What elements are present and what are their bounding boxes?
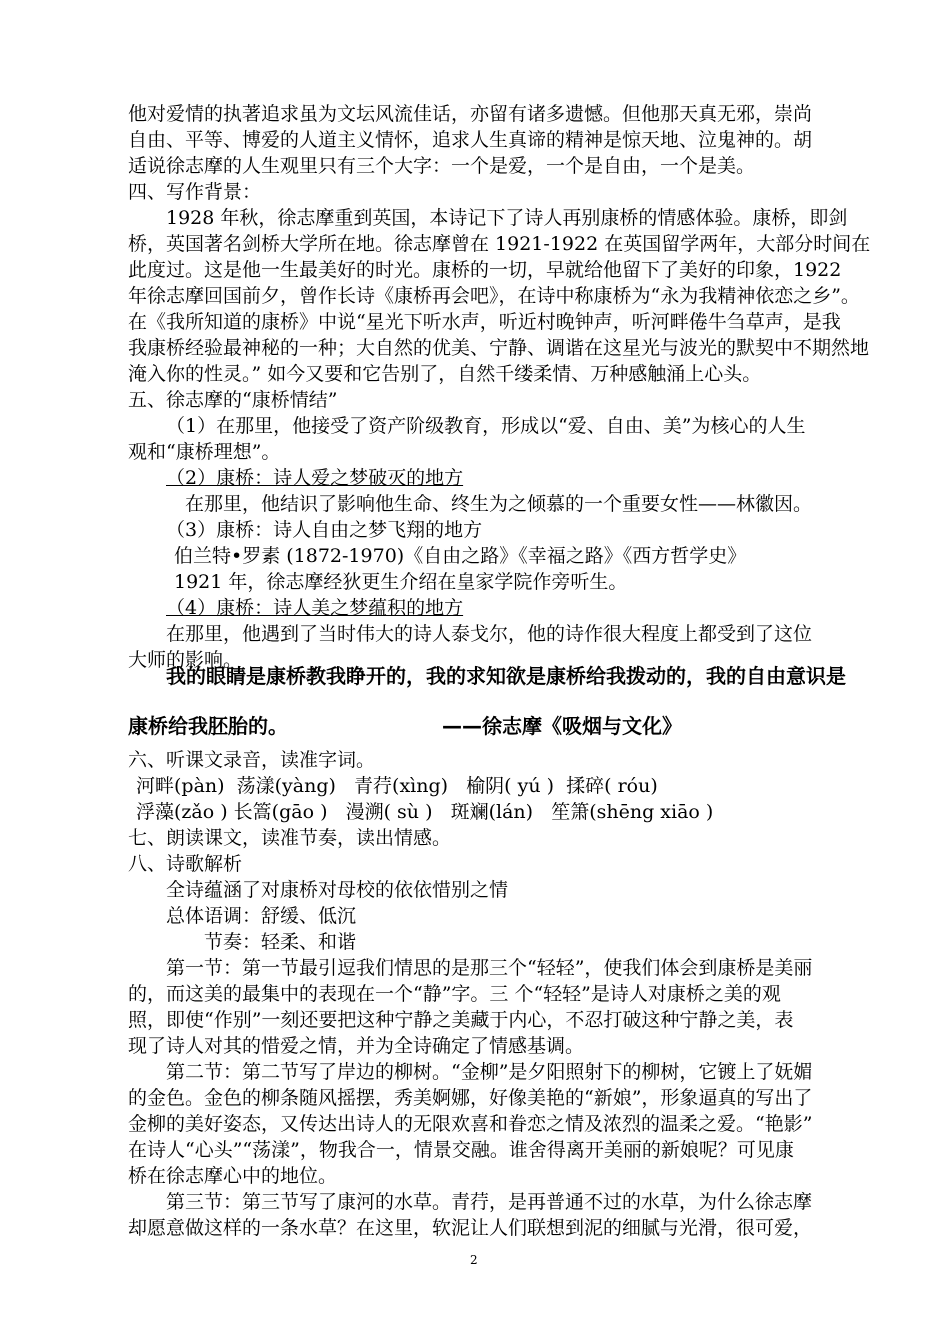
text-line: 第三节：第三节写了康河的水草。青荇，是再普通不过的水草，为什么徐志摩 xyxy=(166,1191,813,1213)
section-heading: 五、徐志摩的“康桥情结” xyxy=(128,389,338,411)
text-line: 此度过。这是他一生最美好的时光。康桥的一切，早就给他留下了美好的印象，1922 xyxy=(128,259,842,281)
sub-heading: （3）康桥：诗人自由之梦飞翔的地方 xyxy=(166,519,483,541)
text-line: 大师的影响。 xyxy=(128,649,243,671)
vocab-line: 河畔(pàn) 荡漾(yàng) 青荇(xìng) 榆阴( yú ) 揉碎( róu) xyxy=(136,775,658,797)
text-line: 的金色。金色的柳条随风摇摆，秀美婀娜，好像美艳的“新娘”，形象逼真的写出了 xyxy=(128,1087,813,1109)
text-line: 却愿意做这样的一条水草？在这里，软泥让人们联想到泥的细腻与光滑，很可爱， xyxy=(128,1217,813,1239)
text-line: 在那里，他结识了影响他生命、终生为之倾慕的一个重要女性——林徽因。 xyxy=(185,493,813,515)
text-line: 桥在徐志摩心中的地位。 xyxy=(128,1165,338,1187)
text-line: 照，即使“作别”一刻还要把这种宁静之美藏于内心，不忍打破这种宁静之美，表 xyxy=(128,1009,794,1031)
sub-heading: （2）康桥：诗人爱之梦破灭的地方 xyxy=(166,467,464,489)
sub-heading: （4）康桥：诗人美之梦蕴积的地方 xyxy=(166,597,464,619)
text-line: 年徐志摩回国前夕，曾作长诗《康桥再会吧》，在诗中称康桥为“永为我精神依恋之乡”。 xyxy=(128,285,860,307)
text-line: 全诗蕴涵了对康桥对母校的依依惜别之情 xyxy=(166,879,509,901)
text-line: 我康桥经验最神秘的一种；大自然的优美、宁静、调谐在这星光与波光的默契中不期然地 xyxy=(128,337,870,359)
text-line: 在那里，他遇到了当时伟大的诗人泰戈尔，他的诗作很大程度上都受到了这位 xyxy=(166,623,813,645)
page-number: 2 xyxy=(470,1253,478,1267)
text-line: 总体语调：舒缓、低沉 xyxy=(166,905,357,927)
text-line: 在诗人“心头”“荡漾”，物我合一，情景交融。谁舍得离开美丽的新娘呢？可见康 xyxy=(128,1139,794,1161)
text-line: 的，而这美的最集中的表现在一个“静”字。三 个“轻轻”是诗人对康桥之美的观 xyxy=(128,983,781,1005)
text-line: （1）在那里，他接受了资产阶级教育，形成以“爱、自由、美”为核心的人生 xyxy=(166,415,806,437)
text-line: 现了诗人对其的惜爱之情，并为全诗确定了情感基调。 xyxy=(128,1035,585,1057)
text-line: 适说徐志摩的人生观里只有三个大字：一个是爱，一个是自由，一个是美。 xyxy=(128,155,756,177)
quote-line: 我的眼睛是康桥教我睁开的，我的求知欲是康桥给我拨动的，我的自由意识是 xyxy=(166,664,846,688)
text-line: 1921 年，徐志摩经狄更生介绍在皇家学院作旁听生。 xyxy=(174,571,628,593)
text-line: 自由、平等、博爱的人道主义情怀，追求人生真谛的精神是惊天地、泣鬼神的。胡 xyxy=(128,129,813,151)
text-line: 节奏：轻柔、和谐 xyxy=(204,931,357,953)
text-line: 第二节：第二节写了岸边的柳树。“金柳”是夕阳照射下的柳树，它镀上了妩媚 xyxy=(166,1061,813,1083)
quote-source: ——徐志摩《吸烟与文化》 xyxy=(442,714,682,738)
quote-line: 康桥给我胚胎的。 xyxy=(128,714,288,738)
section-heading: 六、听课文录音，读准字词。 xyxy=(128,749,376,771)
text-line: 观和“康桥理想”。 xyxy=(128,441,281,463)
text-line: 伯兰特•罗素 (1872-1970)《自由之路》《幸福之路》《西方哲学史》 xyxy=(174,545,747,567)
text-line: 第一节：第一节最引逗我们情思的是那三个“轻轻”，使我们体会到康桥是美丽 xyxy=(166,957,813,979)
text-line: 桥，英国著名剑桥大学所在地。徐志摩曾在 1921-1922 在英国留学两年，大部分时间在 xyxy=(128,233,871,255)
section-heading: 四、写作背景： xyxy=(128,181,262,203)
section-heading: 八、诗歌解析 xyxy=(128,853,243,875)
text-line: 1928 年秋，徐志摩重到英国，本诗记下了诗人再别康桥的情感体验。康桥，即剑 xyxy=(166,207,848,229)
text-line: 淹入你的性灵。” 如今又要和它告别了，自然千缕柔情、万种感触涌上心头。 xyxy=(128,363,762,385)
text-line: 金柳的美好姿态，又传达出诗人的无限欢喜和眷恋之情及浓烈的温柔之爱。“艳影” xyxy=(128,1113,813,1135)
vocab-line: 浮藻(zǎo ) 长篙(gāo ) 漫溯( sù ) 斑斓(lán) 笙箫(shēng xiāo ) xyxy=(136,801,714,823)
text-line: 他对爱情的执著追求虽为文坛风流佳话，亦留有诸多遗憾。但他那天真无邪，崇尚 xyxy=(128,103,813,125)
section-heading: 七、朗读课文，读准节奏，读出情感。 xyxy=(128,827,452,849)
text-line: 在《我所知道的康桥》中说“星光下听水声，听近村晚钟声，听河畔倦牛刍草声，是我 xyxy=(128,311,841,333)
